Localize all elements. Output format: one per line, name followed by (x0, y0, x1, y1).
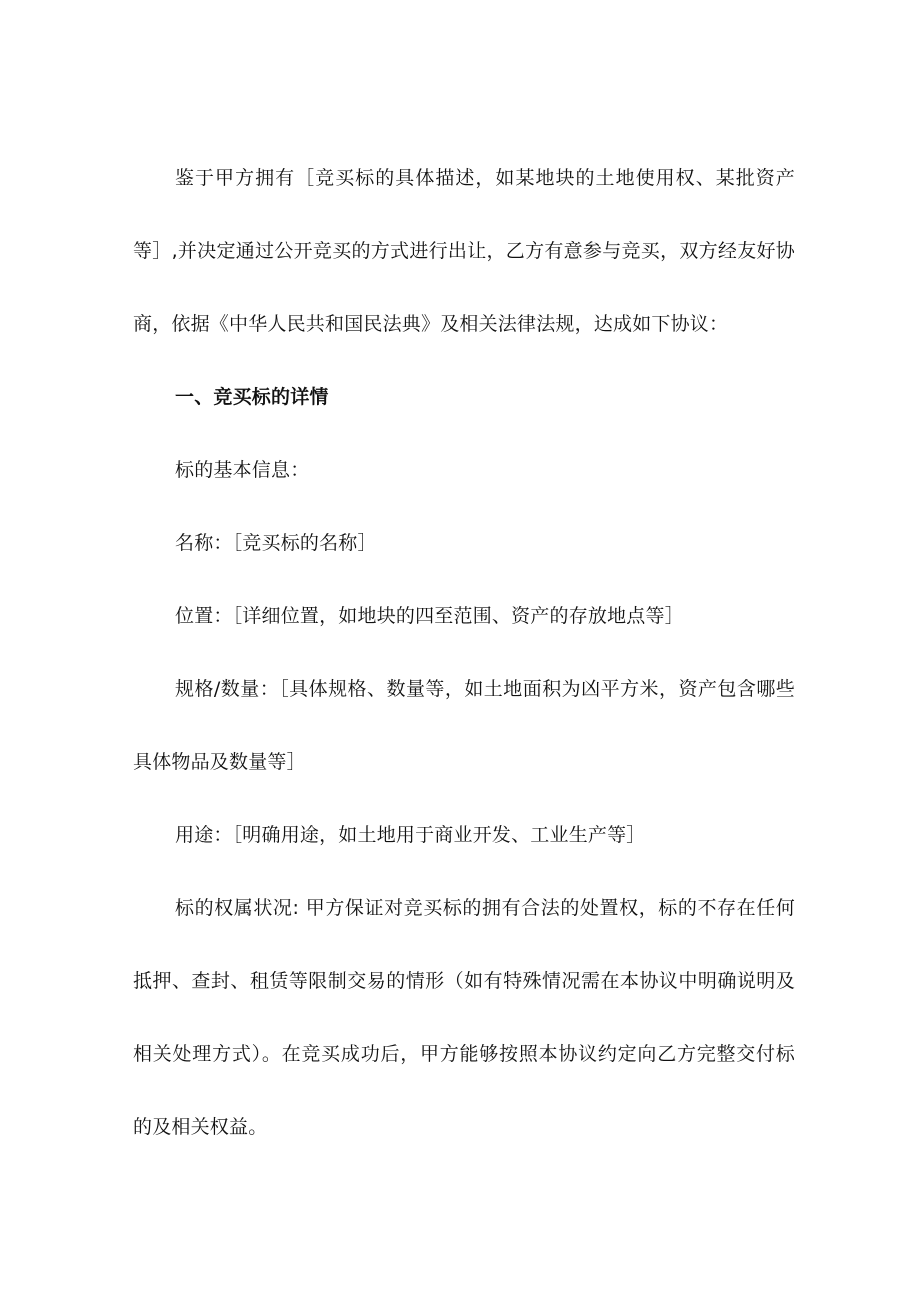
basic-info-label: 标的基本信息： (175, 459, 310, 481)
section-1-heading: 一、竞买标的详情 (175, 386, 329, 408)
intro-paragraph: 鉴于甲方拥有［竞买标的具体描述，如某地块的土地使用权、某批资产等］,并决定通过公开竞买的方式进行出让，乙方有意参与竞买，双方经友好协商，依据《中华人民共和国民法典》及相关法律法规，达成如下协议： (133, 167, 795, 335)
location-item: 位置：［详细位置，如地块的四至范围、资产的存放地点等］ (175, 605, 684, 627)
usage-item: 用途：［明确用途，如土地用于商业开发、工业生产等］ (175, 824, 646, 846)
ownership-paragraph: 标的权属状况: 甲方保证对竞买标的拥有合法的处置权，标的不存在任何抵押、查封、租赁等限制交易的情形（如有特殊情况需在本协议中明确说明及相关处理方式）。在竞买成功后，甲方能够按照本协议约定向乙方完整交付标的及相关权益。 (133, 897, 795, 1138)
document-body (133, 142, 795, 1164)
name-item: 名称：［竞买标的名称］ (175, 532, 377, 554)
spec-item: 规格/数量：［具体规格、数量等，如土地面积为凶平方米，资产包含哪些具体物品及数量等］ (133, 678, 795, 773)
